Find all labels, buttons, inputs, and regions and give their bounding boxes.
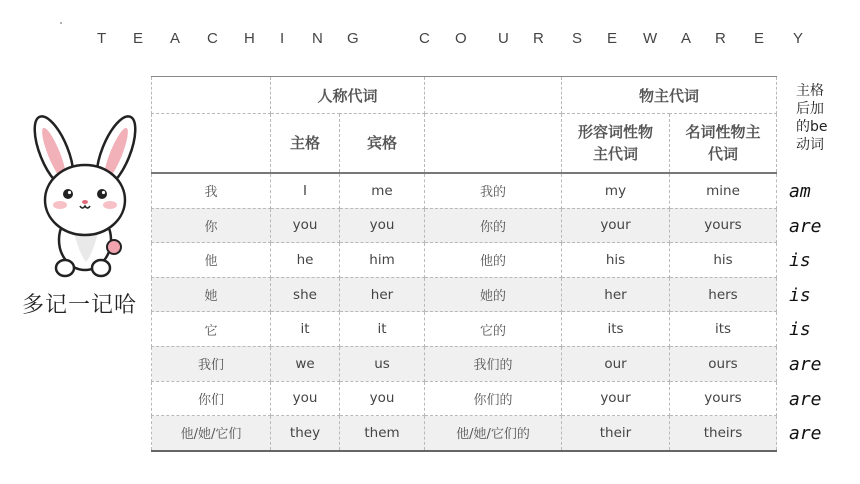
cell-chinese: 你们 bbox=[152, 381, 271, 416]
cell-subject: it bbox=[271, 312, 340, 347]
col-header-object: 宾格 bbox=[340, 114, 425, 174]
cell-object: us bbox=[340, 346, 425, 381]
table-subheader-row bbox=[152, 114, 777, 174]
table-row bbox=[152, 277, 777, 312]
cell-noun-possessive: hers bbox=[670, 277, 777, 312]
cell-chinese-possessive: 他的 bbox=[425, 243, 562, 278]
header-letter: T bbox=[97, 30, 107, 47]
group-header-possessive: 物主代词 bbox=[562, 77, 777, 114]
cell-chinese-possessive: 我们的 bbox=[425, 346, 562, 381]
be-verb-item: is bbox=[789, 250, 811, 272]
cell-adjective-possessive: her bbox=[562, 277, 670, 312]
table-row bbox=[152, 346, 777, 381]
table-row bbox=[152, 312, 777, 347]
cell-chinese: 它 bbox=[152, 312, 271, 347]
header-letter: O bbox=[455, 30, 467, 47]
cell-noun-possessive: yours bbox=[670, 381, 777, 416]
table-row bbox=[152, 381, 777, 416]
header-letter: Y bbox=[793, 30, 804, 47]
cell-chinese: 你 bbox=[152, 208, 271, 243]
cell-chinese-possessive: 他/她/它们的 bbox=[425, 416, 562, 451]
cell-subject: you bbox=[271, 381, 340, 416]
be-verb-list bbox=[789, 175, 822, 452]
be-verb-item: are bbox=[789, 215, 822, 237]
pronoun-table bbox=[151, 76, 777, 452]
header-letter: R bbox=[715, 30, 726, 47]
header-empty-cell bbox=[425, 77, 562, 114]
table-row bbox=[152, 173, 777, 208]
cell-object: him bbox=[340, 243, 425, 278]
header-empty-cell bbox=[152, 114, 271, 174]
header-letter: N bbox=[312, 30, 323, 47]
cell-object: me bbox=[340, 173, 425, 208]
cell-adjective-possessive: his bbox=[562, 243, 670, 278]
header-letter: R bbox=[533, 30, 544, 47]
be-verb-item: is bbox=[789, 284, 811, 306]
cell-noun-possessive: its bbox=[670, 312, 777, 347]
header-letter: C bbox=[419, 30, 430, 47]
cell-object: her bbox=[340, 277, 425, 312]
cell-chinese: 我们 bbox=[152, 346, 271, 381]
header-letter: C bbox=[207, 30, 218, 47]
cell-adjective-possessive: your bbox=[562, 381, 670, 416]
cell-noun-possessive: yours bbox=[670, 208, 777, 243]
header-letter: E bbox=[133, 30, 144, 47]
cell-chinese-possessive: 你们的 bbox=[425, 381, 562, 416]
col-header-adjective-possessive bbox=[562, 114, 670, 174]
cell-chinese-possessive: 她的 bbox=[425, 277, 562, 312]
col-header-subject: 主格 bbox=[271, 114, 340, 174]
group-header-personal: 人称代词 bbox=[271, 77, 425, 114]
mnemonic-text: 多记一记哈 bbox=[22, 293, 138, 318]
col-header-noun-possessive bbox=[670, 114, 777, 174]
cell-adjective-possessive: my bbox=[562, 173, 670, 208]
cell-object: you bbox=[340, 381, 425, 416]
header-letter: G bbox=[347, 30, 359, 47]
cell-object: you bbox=[340, 208, 425, 243]
cell-subject: they bbox=[271, 416, 340, 451]
col-header-noun-possessive-text: 名词性物主代词 bbox=[685, 123, 761, 163]
col-header-adjective-possessive-text: 形容词性物主代词 bbox=[577, 123, 653, 163]
cell-noun-possessive: ours bbox=[670, 346, 777, 381]
header-letter: E bbox=[754, 30, 765, 47]
header-letter: W bbox=[643, 30, 658, 47]
be-verb-item: are bbox=[789, 388, 822, 410]
cell-subject: I bbox=[271, 173, 340, 208]
cell-chinese: 我 bbox=[152, 173, 271, 208]
header-letter: I bbox=[280, 30, 285, 47]
cell-chinese-possessive: 你的 bbox=[425, 208, 562, 243]
table-row bbox=[152, 208, 777, 243]
be-verb-item: are bbox=[789, 353, 822, 375]
header-letter: A bbox=[170, 30, 181, 47]
header-letter: H bbox=[244, 30, 255, 47]
cell-chinese-possessive: 它的 bbox=[425, 312, 562, 347]
table-row bbox=[152, 243, 777, 278]
cell-noun-possessive: theirs bbox=[670, 416, 777, 451]
cell-object: it bbox=[340, 312, 425, 347]
page-header bbox=[0, 30, 860, 54]
be-verb-header: 主格后加的be动词 bbox=[796, 83, 828, 153]
cell-chinese: 他 bbox=[152, 243, 271, 278]
cell-chinese-possessive: 我的 bbox=[425, 173, 562, 208]
cell-subject: you bbox=[271, 208, 340, 243]
cell-object: them bbox=[340, 416, 425, 451]
cell-chinese: 她 bbox=[152, 277, 271, 312]
be-verb-item: am bbox=[789, 181, 811, 202]
be-verb-item: is bbox=[789, 319, 811, 341]
header-letter: E bbox=[607, 30, 618, 47]
header-letter: S bbox=[572, 30, 583, 47]
header-empty-cell bbox=[425, 114, 562, 174]
cell-noun-possessive: his bbox=[670, 243, 777, 278]
cell-subject: we bbox=[271, 346, 340, 381]
cell-adjective-possessive: their bbox=[562, 416, 670, 451]
rabbit-illustration bbox=[20, 112, 150, 284]
cell-noun-possessive: mine bbox=[670, 173, 777, 208]
cell-subject: she bbox=[271, 277, 340, 312]
header-letter: U bbox=[498, 30, 509, 47]
table-header-row bbox=[152, 77, 777, 114]
cell-adjective-possessive: our bbox=[562, 346, 670, 381]
header-empty-cell bbox=[152, 77, 271, 114]
cell-chinese: 他/她/它们 bbox=[152, 416, 271, 451]
be-verb-item: are bbox=[789, 423, 822, 445]
cell-adjective-possessive: its bbox=[562, 312, 670, 347]
table-row bbox=[152, 416, 777, 451]
decorative-dot bbox=[60, 22, 62, 24]
cell-adjective-possessive: your bbox=[562, 208, 670, 243]
cell-subject: he bbox=[271, 243, 340, 278]
header-letter: A bbox=[681, 30, 692, 47]
